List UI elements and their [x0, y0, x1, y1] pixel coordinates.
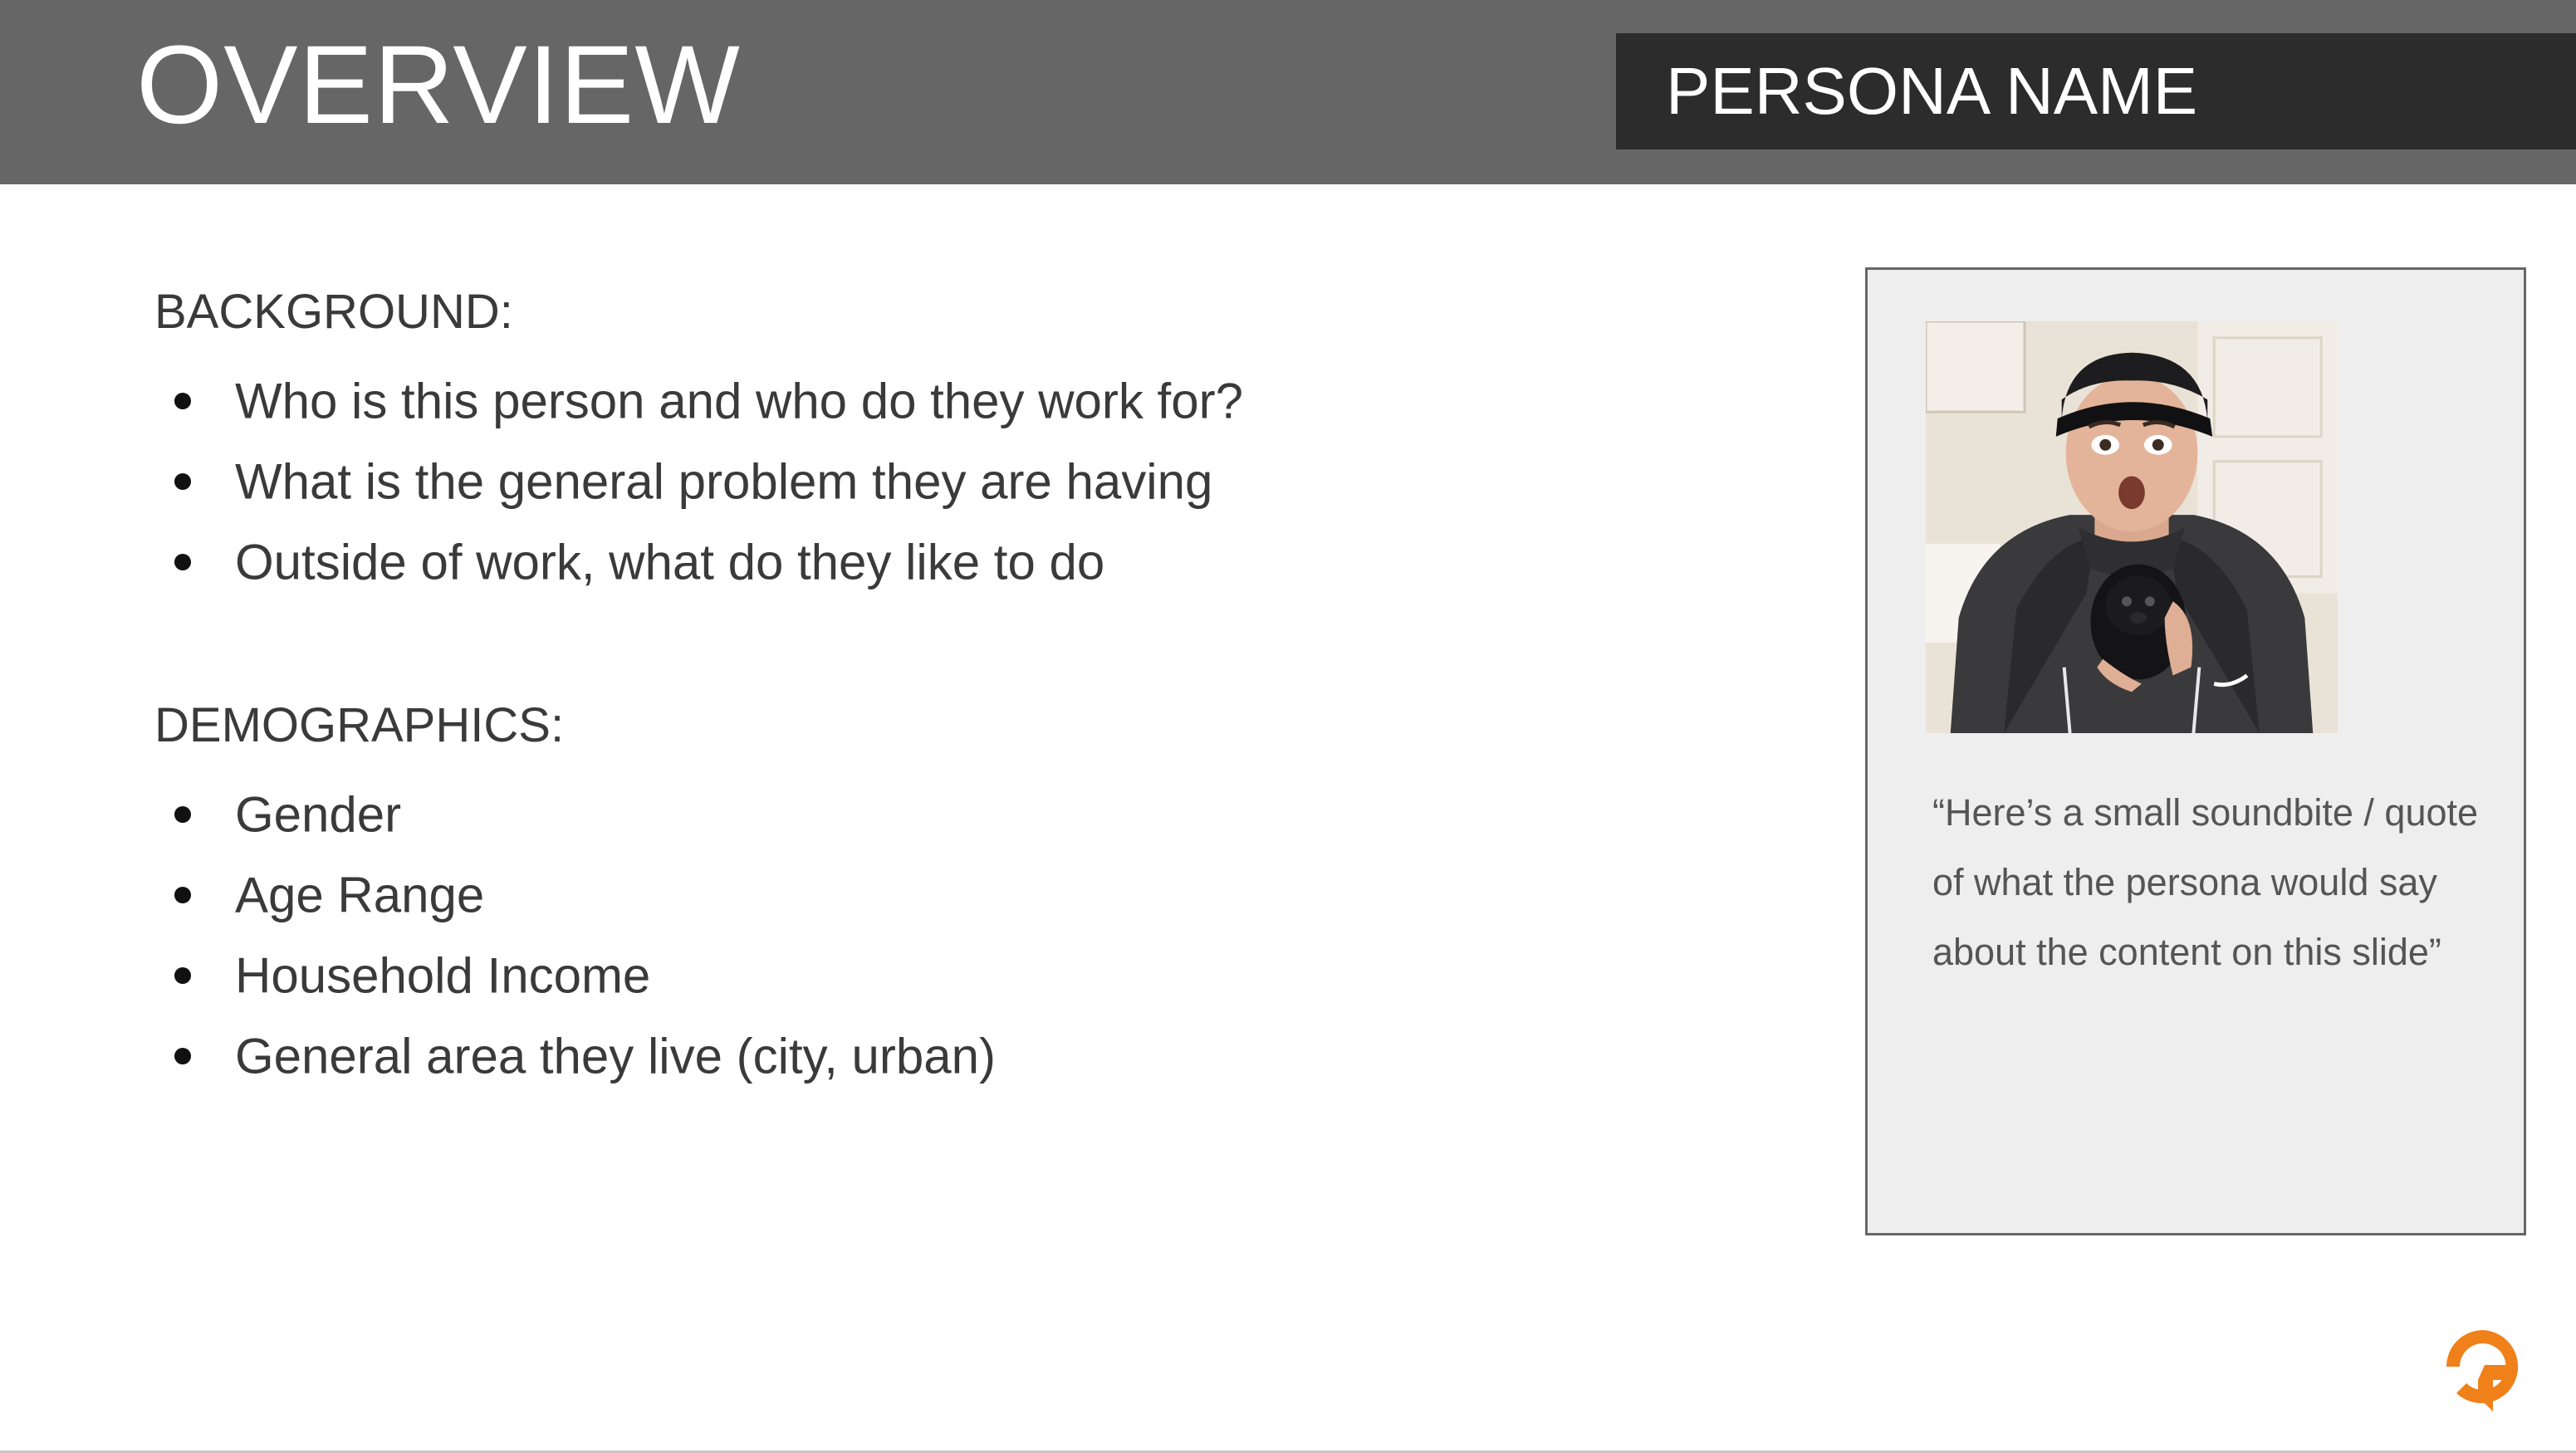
- background-list: [154, 360, 1649, 602]
- persona-name: PERSONA NAME: [1666, 54, 2198, 128]
- list-item-text: Gender: [235, 786, 402, 842]
- demographics-list: [154, 774, 1649, 1096]
- list-item: [154, 360, 1649, 441]
- list-item: [154, 774, 1649, 854]
- persona-card: [1865, 267, 2526, 1235]
- bullet-icon: [174, 806, 191, 823]
- list-item: [154, 935, 1649, 1015]
- bullet-icon: [174, 393, 191, 409]
- demographics-heading: DEMOGRAPHICS:: [154, 698, 565, 752]
- list-item: [154, 521, 1649, 602]
- list-item-text: Household Income: [235, 947, 651, 1003]
- persona-name-box: [1616, 33, 2576, 149]
- list-item-text: General area they live (city, urban): [235, 1028, 996, 1084]
- bullet-icon: [174, 473, 191, 490]
- header-bar: [0, 0, 2576, 184]
- slide-title: OVERVIEW: [136, 23, 741, 147]
- bullet-icon: [174, 887, 191, 903]
- orange-brand-logo-icon: [2440, 1325, 2526, 1416]
- background-heading: BACKGROUND:: [154, 285, 513, 339]
- list-item: [154, 441, 1649, 521]
- list-item: [154, 854, 1649, 935]
- bullet-icon: [174, 554, 191, 570]
- list-item-text: Age Range: [235, 867, 485, 922]
- list-item-text: Outside of work, what do they like to do: [235, 534, 1105, 590]
- persona-quote: “Here’s a small soundbite / quote of what the persona would say about the content on this slide”: [1932, 791, 2479, 973]
- persona-photo: [1926, 321, 2338, 733]
- persona-photo-image: [1926, 321, 2338, 733]
- bullet-icon: [174, 967, 191, 984]
- list-item-text: What is the general problem they are having: [235, 453, 1213, 509]
- list-item: [154, 1015, 1649, 1096]
- background-section: [154, 279, 1649, 602]
- bullet-icon: [174, 1048, 191, 1064]
- demographics-section: [154, 692, 1649, 1096]
- list-item-text: Who is this person and who do they work for?: [235, 373, 1243, 428]
